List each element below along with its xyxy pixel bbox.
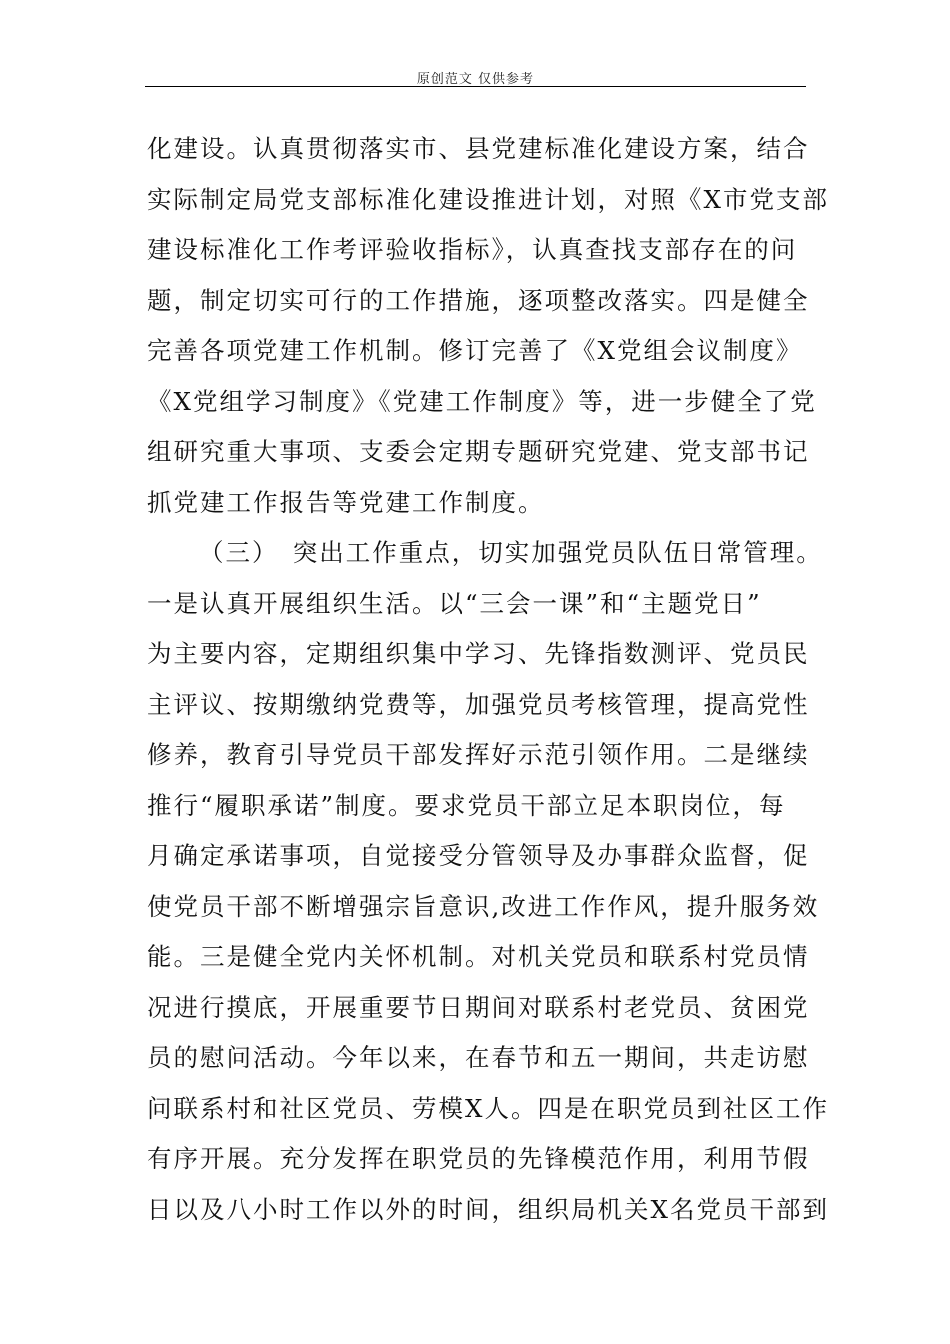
text-line: 抓党建工作报告等党建工作制度。 bbox=[147, 487, 545, 517]
text-line: 修养，教育引导党员干部发挥好示范引领作用。二是继续 bbox=[147, 740, 810, 769]
text-line: 化建设。认真贯彻落实市、县党建标准化建设方案，结合 bbox=[147, 134, 810, 163]
text-line: 日以及八小时工作以外的时间，组织局机关X名党员干部到 bbox=[147, 1194, 829, 1224]
text-line: 题，制定切实可行的工作措施，逐项整改落实。四是健全 bbox=[147, 285, 810, 315]
text-line: 能。三是健全党内关怀机制。对机关党员和联系村党员情 bbox=[147, 942, 810, 971]
header-divider bbox=[145, 86, 806, 87]
text-line: 一是认真开展组织生活。以“三会一课”和“主题党日” bbox=[147, 588, 762, 618]
page-header: 原创范文 仅供参考 bbox=[416, 72, 535, 87]
text-line: 完善各项党建工作机制。修订完善了《X党组会议制度》 bbox=[147, 336, 803, 365]
text-line: 问联系村和社区党员、劳模X人。四是在职党员到社区工作 bbox=[147, 1093, 829, 1123]
text-line: 推行“履职承诺”制度。要求党员干部立足本职岗位，每 bbox=[147, 790, 786, 820]
text-line: 建设标准化工作考评验收指标》，认真查找支部存在的问 bbox=[147, 235, 798, 264]
text-line: 有序开展。充分发挥在职党员的先锋模范作用，利用节假 bbox=[147, 1144, 810, 1173]
text-line: 况进行摸底，开展重要节日期间对联系村老党员、贫困党 bbox=[147, 992, 810, 1022]
text-line: 月确定承诺事项，自觉接受分管领导及办事群众监督，促 bbox=[147, 841, 810, 870]
document-body bbox=[147, 129, 829, 1240]
text-line: 主评议、按期缴纳党费等，加强党员考核管理，提高党性 bbox=[147, 689, 810, 719]
section-heading-line: （三） 突出工作重点，切实加强党员队伍日常管理。 bbox=[199, 538, 823, 567]
text-line: 实际制定局党支部标准化建设推进计划，对照《X市党支部 bbox=[147, 184, 829, 214]
text-line: 组研究重大事项、支委会定期专题研究党建、党支部书记 bbox=[147, 437, 810, 466]
text-line: 使党员干部不断增强宗旨意识,改进工作作风，提升服务效 bbox=[147, 891, 820, 921]
text-line: 《X党组学习制度》《党建工作制度》等，进一步健全了党 bbox=[147, 386, 817, 416]
text-line: 为主要内容，定期组织集中学习、先锋指数测评、党员民 bbox=[147, 639, 810, 668]
text-line: 员的慰问活动。今年以来，在春节和五一期间，共走访慰 bbox=[147, 1043, 810, 1072]
